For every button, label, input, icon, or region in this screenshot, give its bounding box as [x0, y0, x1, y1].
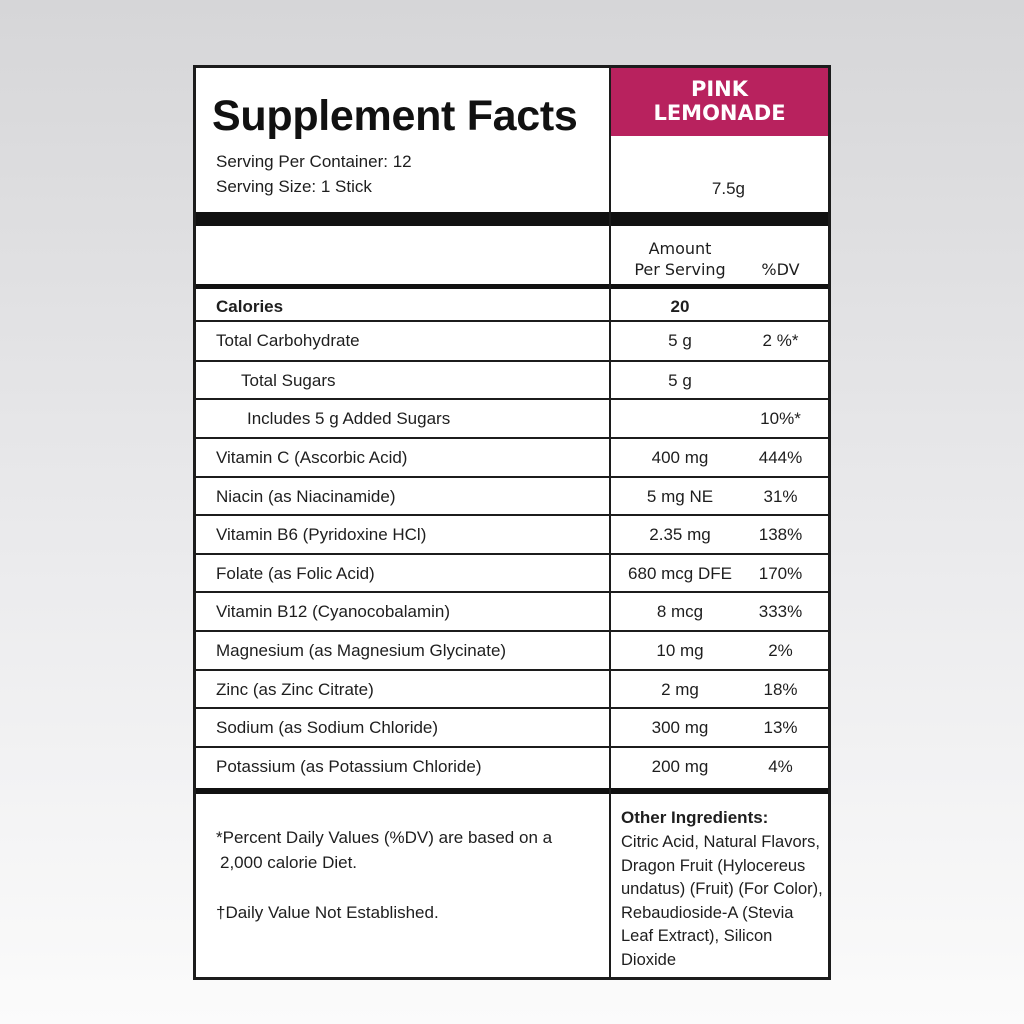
nutrient-amount: 10 mg [656, 641, 704, 660]
table-row [196, 362, 828, 399]
nutrient-dv: 10%* [760, 409, 801, 428]
table-row [196, 516, 828, 553]
nutrient-amount: 5 mg NE [646, 487, 714, 506]
nutrient-amount: 400 mg [651, 448, 709, 467]
table-row [196, 748, 828, 788]
table-row [196, 632, 828, 669]
nutrient-dv: 444% [758, 448, 803, 467]
thick-divider [196, 212, 828, 226]
table-row [196, 289, 828, 320]
row-divider [196, 591, 828, 593]
row-divider [196, 669, 828, 671]
nutrient-amount: 2.35 mg [649, 525, 711, 544]
row-divider [196, 476, 828, 478]
nutrient-dv: 18% [763, 680, 798, 699]
nutrient-name: Magnesium (as Magnesium Glycinate) [216, 641, 507, 660]
nutrient-name: Potassium (as Potassium Chloride) [216, 757, 482, 776]
amount-header-line-2: Per Serving [634, 260, 726, 279]
other-ingredients-text: Citric Acid, Natural Flavors, Dragon Fruit (Hylocereus undatus) (Fruit) (For Color), Rebaudioside-A (Stevia Leaf Extract), Silicon Dioxide [621, 833, 823, 969]
row-divider [196, 746, 828, 748]
row-divider [196, 437, 828, 439]
table-row [196, 709, 828, 746]
column-header-dv: %DV [761, 260, 800, 279]
flavor-line-1: PINK [690, 77, 749, 101]
dv-footnote [216, 825, 552, 875]
supplement-facts-panel [193, 65, 831, 980]
nutrient-name: Calories [216, 297, 284, 316]
nutrient-name: Total Sugars [241, 371, 336, 390]
column-divider [609, 68, 611, 977]
column-header-amount [611, 238, 749, 280]
row-divider [196, 320, 828, 322]
row-divider [196, 553, 828, 555]
nutrient-name: Zinc (as Zinc Citrate) [216, 680, 374, 699]
nutrient-amount: 680 mcg DFE [628, 564, 732, 583]
row-divider [196, 360, 828, 362]
table-row [196, 555, 828, 591]
flavor-line-2: LEMONADE [653, 101, 786, 125]
nutrient-amount: 300 mg [651, 718, 709, 737]
not-established-note: †Daily Value Not Established. [216, 903, 439, 922]
serving-weight: 7.5g [711, 179, 745, 198]
table-row [196, 478, 828, 514]
other-ingredients-label: Other Ingredients: [621, 808, 769, 827]
nutrient-dv: 2% [768, 641, 793, 660]
nutrient-name: Total Carbohydrate [216, 331, 360, 350]
table-row [196, 671, 828, 707]
flavor-banner [611, 68, 828, 136]
nutrient-amount: 8 mcg [656, 602, 704, 621]
nutrient-amount: 200 mg [651, 757, 709, 776]
row-divider [196, 707, 828, 709]
nutrient-dv: 4% [768, 757, 793, 776]
nutrient-name: Folate (as Folic Acid) [216, 564, 375, 583]
footer-divider [196, 788, 828, 794]
nutrient-name: Sodium (as Sodium Chloride) [216, 718, 439, 737]
nutrient-dv: 13% [763, 718, 798, 737]
row-divider [196, 630, 828, 632]
nutrient-name: Vitamin B12 (Cyanocobalamin) [216, 602, 451, 621]
table-row [196, 593, 828, 630]
table-row [196, 322, 828, 360]
nutrient-dv: 170% [758, 564, 803, 583]
serving-size: Serving Size: 1 Stick [216, 177, 372, 196]
nutrient-dv: 138% [758, 525, 803, 544]
nutrient-amount: 5 g [668, 331, 692, 350]
amount-header-line-1: Amount [648, 239, 712, 258]
nutrient-name: Niacin (as Niacinamide) [216, 487, 396, 506]
nutrient-amount: 5 g [668, 371, 692, 390]
panel-title: Supplement Facts [212, 92, 578, 140]
table-row [196, 400, 828, 437]
row-divider [196, 398, 828, 400]
nutrient-name: Vitamin B6 (Pyridoxine HCl) [216, 525, 427, 544]
dv-footnote-line-1: *Percent Daily Values (%DV) are based on a [216, 828, 553, 847]
servings-per-container: Serving Per Container: 12 [216, 152, 412, 171]
nutrient-name: Includes 5 g Added Sugars [247, 409, 451, 428]
table-row [196, 439, 828, 476]
nutrient-amount: 20 [670, 297, 690, 316]
dv-footnote-line-2: 2,000 calorie Diet. [220, 853, 358, 872]
nutrient-name: Vitamin C (Ascorbic Acid) [216, 448, 408, 467]
row-divider [196, 514, 828, 516]
nutrient-amount: 2 mg [661, 680, 699, 699]
nutrient-dv: 2 %* [762, 331, 799, 350]
nutrient-dv: 333% [758, 602, 803, 621]
nutrient-dv: 31% [763, 487, 798, 506]
